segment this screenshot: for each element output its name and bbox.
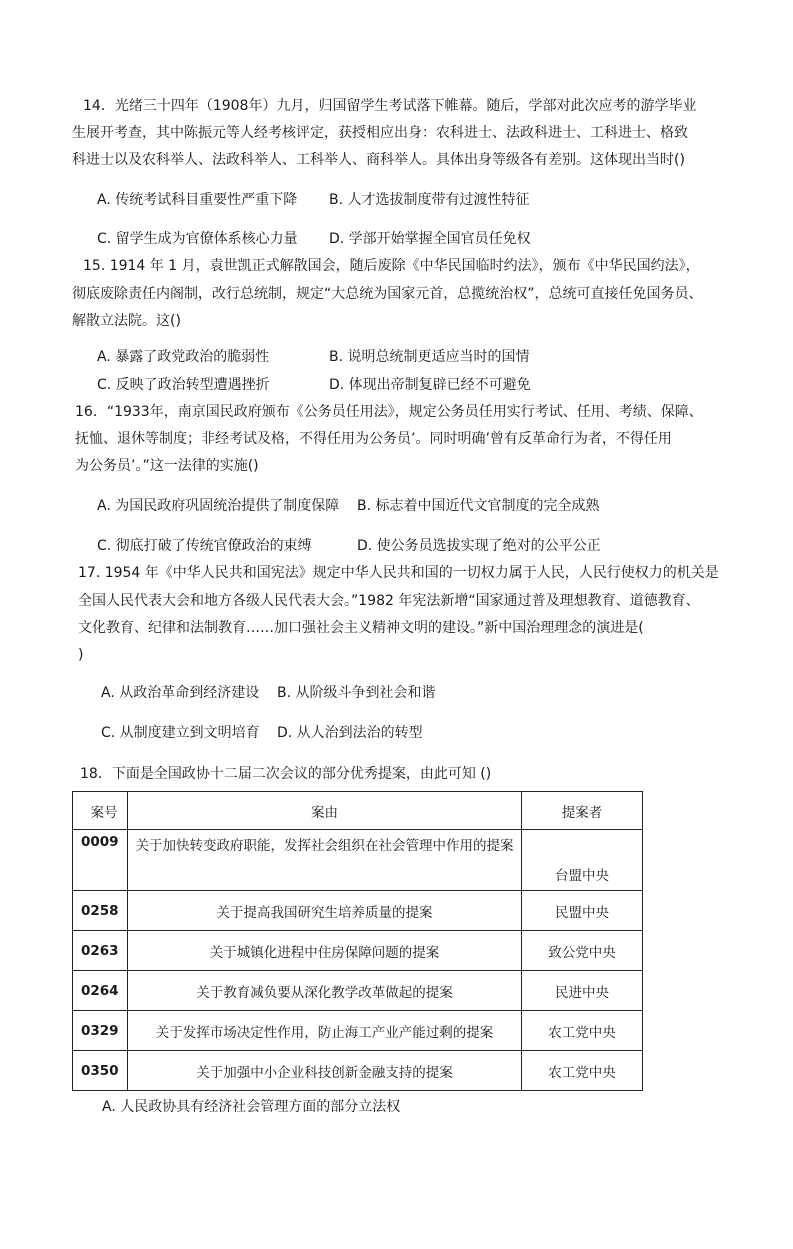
header-proposer: 提案者 [522,792,643,830]
case-no-cell: 0264 [73,971,128,1011]
q16-stem-line1: 16．“1933年，南京国民政府颁布《公务员任用法》，规定公务员任用实行考试、任用、考绩、保障、 [75,404,703,420]
q15-option-d: D. 体现出帝制复辟已经不可避免 [329,377,531,393]
q14-stem-line1: 14．光绪三十四年（1908年）九月，归国留学生考试落下帷幕。随后，学部对此次应考的游学毕业 [83,98,697,114]
q14-stem-line3: 科进士以及农科举人、法政科举人、工科举人、商科举人。具体出身等级各有差别。这体现出当时() [72,152,685,168]
q16-option-c: C. 彻底打破了传统官僚政治的束缚 [97,538,312,554]
q17-option-d: D. 从人治到法治的转型 [277,725,423,741]
proposal-table [72,791,643,1091]
q14-option-c: C. 留学生成为官僚体系核心力量 [97,231,298,247]
proposer-cell: 民盟中央 [522,891,643,931]
case-reason-cell: 关于加强中小企业科技创新金融支持的提案 [128,1051,522,1091]
q14-option-d: D. 学部开始掌握全国官员任免权 [329,231,531,247]
q15-stem-line1: 15. 1914 年 1 月，袁世凯正式解散国会，随后废除《中华民国临时约法》，颁布《中华民国约法》， [83,258,700,274]
q17-stem-line1: 17. 1954 年《中华人民共和国宪法》规定中华人民共和国的一切权力属于人民，人民行使权力的机关是 [78,565,719,581]
q15-stem-line3: 解散立法院。这() [72,313,181,329]
table-row [73,891,643,931]
case-no-cell: 0329 [73,1011,128,1051]
q15-stem-line2: 彻底废除责任内阁制，改行总统制，规定“大总统为国家元首，总揽统治权”，总统可直接任免国务员、 [72,286,703,302]
q15-option-b: B. 说明总统制更适应当时的国情 [329,349,530,365]
q16-stem-line2: 抚恤、退休等制度；非经考试及格，不得任用为公务员’。同时明确’曾有反革命行为者，不得任用 [75,431,672,447]
q18-stem: 18．下面是全国政协十二届二次会议的部分优秀提案，由此可知 () [80,766,492,782]
case-reason-cell: 关于教育减负要从深化教学改革做起的提案 [128,971,522,1011]
q17-option-b: B. 从阶级斗争到社会和谐 [277,685,436,701]
q16-option-a: A. 为国民政府巩固统治提供了制度保障 [97,498,340,514]
case-reason-cell: 关于提高我国研究生培养质量的提案 [128,891,522,931]
case-no-cell: 0263 [73,931,128,971]
q15-option-c: C. 反映了政治转型遭遇挫折 [97,377,270,393]
q17-stem-line4: ) [78,647,84,663]
q18-option-a: A. 人民政协具有经济社会管理方面的部分立法权 [102,1099,401,1115]
q16-option-d: D. 使公务员选拔实现了绝对的公平公正 [357,538,601,554]
q14-stem-line2: 生展开考查，其中陈振元等人经考核评定，获授相应出身：农科进士、法政科进士、工科进士、格致 [72,125,688,141]
case-no-cell: 0258 [73,891,128,931]
q17-option-c: C. 从制度建立到文明培育 [101,725,260,741]
case-reason-cell: 关于发挥市场决定性作用，防止海工产业产能过剩的提案 [128,1011,522,1051]
table-row [73,1051,643,1091]
header-case-reason: 案由 [128,792,522,830]
table-row [73,1011,643,1051]
q17-stem-line3: 文化教育、纪律和法制教育……加口强社会主义精神文明的建设。”新中国治理理念的演进是( [78,620,644,636]
table-row [73,830,643,891]
case-no-cell: 0009 [73,830,128,891]
table-row [73,971,643,1011]
q14-option-b: B. 人才选拔制度带有过渡性特征 [329,192,530,208]
q17-option-a: A. 从政治革命到经济建设 [101,685,260,701]
q16-option-b: B. 标志着中国近代文官制度的完全成熟 [357,498,600,514]
q16-stem-line3: 为公务员’。”这一法律的实施() [75,458,259,474]
proposer-cell: 农工党中央 [522,1051,643,1091]
table-header-row [73,792,643,830]
proposer-cell: 农工党中央 [522,1011,643,1051]
q15-option-a: A. 暴露了政党政治的脆弱性 [97,349,270,365]
case-reason-cell: 关于城镇化进程中住房保障问题的提案 [128,931,522,971]
proposer-cell: 民进中央 [522,971,643,1011]
proposer-cell: 台盟中央 [522,830,643,891]
case-no-cell: 0350 [73,1051,128,1091]
case-reason-cell: 关于加快转变政府职能，发挥社会组织在社会管理中作用的提案 [128,830,522,891]
proposer-cell: 致公党中央 [522,931,643,971]
header-case-no: 案号 [73,792,128,830]
q17-stem-line2: 全国人民代表大会和地方各级人民代表大会。”1982 年宪法新增“国家通过普及理想教育、道德教育、 [78,593,700,609]
table-row [73,931,643,971]
q14-option-a: A. 传统考试科目重要性严重下降 [97,192,298,208]
